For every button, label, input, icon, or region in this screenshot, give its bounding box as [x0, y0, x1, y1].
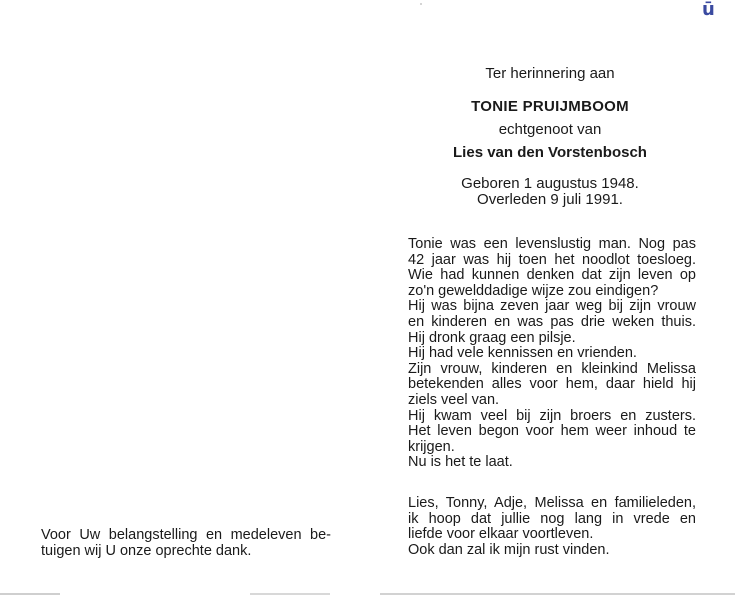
memorial-text-line: Hij kwam veel bij zijn broers en zusters.: [408, 407, 696, 424]
memorial-text-line: zo'n gewelddadige wijze zou eindigen?: [408, 282, 659, 299]
memorial-text: [408, 237, 696, 471]
intro-line: Ter herinnering aan: [485, 65, 615, 82]
memorial-text-line: Zijn vrouw, kinderen en kleinkind Melissa: [408, 360, 696, 377]
birth-date: Geboren 1 augustus 1948.: [461, 175, 639, 192]
closing-text-line: Ook dan zal ik mijn rust vinden.: [408, 541, 610, 558]
memorial-text-line: Hij dronk graag een pilsje.: [408, 329, 576, 346]
corner-mark: ū: [702, 0, 715, 20]
closing-text-line: ik hoop dat jullie nog lang in vrede en: [408, 510, 696, 527]
bottom-edge: [0, 593, 735, 595]
spouse-of-line: echtgenoot van: [498, 121, 602, 138]
memorial-text-line: ziels veel van.: [408, 391, 500, 408]
memorial-text-line: Tonie was een levenslustig man. Nog pas: [408, 236, 696, 252]
closing-text-line: Lies, Tonny, Adje, Melissa en familieleden,: [408, 495, 696, 511]
memorial-text-line: Het leven begon voor hem weer inhoud te: [408, 423, 696, 440]
paper-speck: [420, 3, 422, 5]
thanks-text-line: tuigen wij U onze oprechte dank.: [41, 542, 252, 559]
spouse-name: Lies van den Vorstenbosch: [453, 144, 647, 161]
memorial-text-line: en kinderen en was pas drie weken thuis.: [408, 313, 696, 330]
thanks-text-line: Voor Uw belangstelling en medeleven be-: [41, 527, 331, 543]
thanks-text: [41, 528, 331, 559]
deceased-name: TONIE PRUIJMBOOM: [471, 98, 629, 115]
memorial-text-line: Hij was bijna zeven jaar weg bij zijn vrouw: [408, 298, 696, 315]
death-date: Overleden 9 juli 1991.: [477, 191, 623, 208]
memorial-text-line: Hij had vele kennissen en vrienden.: [408, 345, 637, 362]
memorial-text-line: Nu is het te laat.: [408, 454, 513, 471]
memorial-text-line: krijgen.: [408, 438, 455, 455]
memorial-text-line: Wie had kunnen denken dat zijn leven op: [408, 267, 696, 284]
closing-text: [408, 496, 696, 558]
memorial-text-line: betekenden alles voor hem, daar hield hij: [408, 376, 696, 393]
closing-text-line: liefde voor elkaar voortleven.: [408, 526, 594, 543]
memorial-text-line: 42 jaar was hij toen het noodlot toesloeg.: [408, 251, 696, 268]
